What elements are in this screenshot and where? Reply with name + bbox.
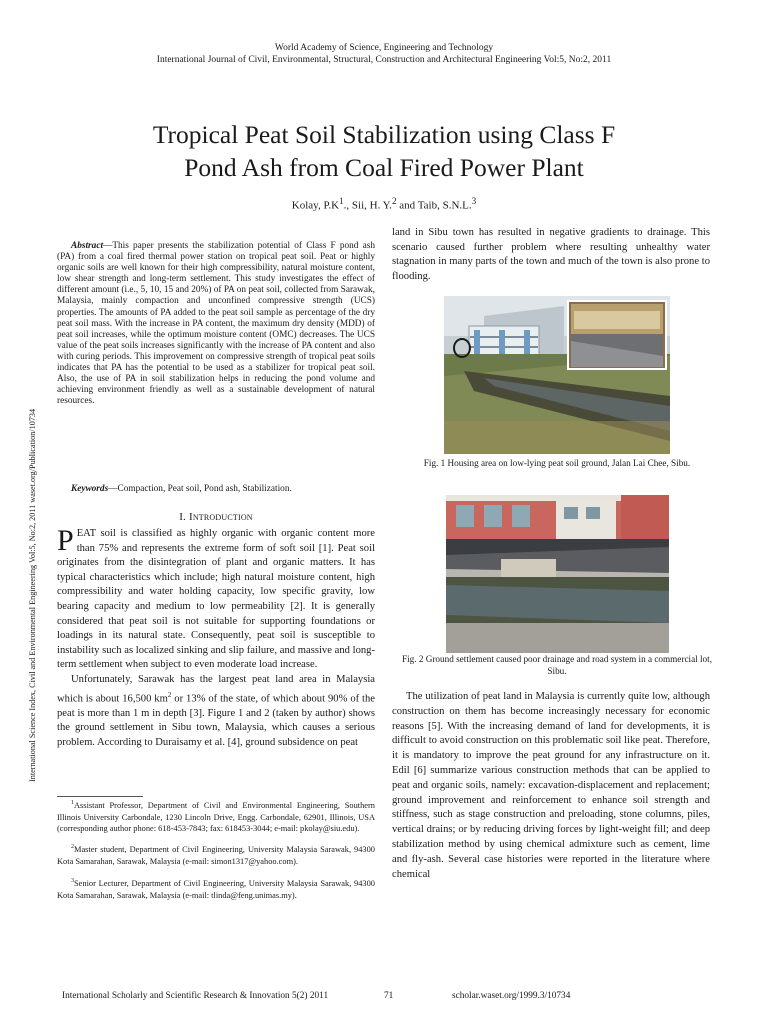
- keywords: [71, 484, 292, 494]
- abstract: [57, 241, 375, 407]
- figure-2-photo: [446, 495, 669, 653]
- footnote-3-sup: 3: [71, 878, 74, 884]
- introduction-body: [57, 524, 376, 750]
- footnote-1-text: Assistant Professor, Department of Civil and Environmental Engineering, Southern Illinois University Carbondale, 1230 Lincoln Drive, Engg. Carbondale, 62901, Illinois, USA (corresponding author phone: 618-453-7843; fax: 618453-3044; e-mail: pkolay@siu.edu).: [57, 800, 375, 834]
- author-1: Kolay, P.K: [291, 199, 340, 212]
- journal-header-line1: World Academy of Science, Engineering and Technology: [274, 43, 494, 53]
- title-line-2: Pond Ash from Coal Fired Power Plant: [184, 153, 584, 182]
- keywords-dash: —: [108, 484, 118, 494]
- intro-paragraph-1-text: EAT soil is classified as highly organic with organic content more than 75% and represents the extreme form of soft soil [1]. Peat soil originates from the disintegration of plant and organic matters. It has typical characteristics which include; high natural moisture content, high compressibility and water holding capacity, low specific gravity, low bearing capacity and medium to low permeability [2]. It is generally considered that peat soil is not suitable for supporting foundations or loadings in its natural state. Consequently, peat soil is susceptible to instability such as localized sinking and slip failure, and massive and long-term settlement when subject to even moderate load increase.: [57, 528, 375, 671]
- author-1-sup: 1: [339, 196, 344, 206]
- footnote-3-text: Senior Lecturer, Department of Civil Engineering, University Malaysia Sarawak, 94300 Kota Samarahan, Sarawak, Malaysia (e-mail: tlinda@feng.unimas.my).: [57, 878, 375, 900]
- footnote-divider: [57, 796, 143, 797]
- abstract-label: Abstract: [71, 241, 104, 251]
- footer-link[interactable]: scholar.waset.org/1999.3/10734: [452, 991, 571, 1001]
- footnote-2: [57, 842, 375, 867]
- author-2: ., Sii, H. Y.: [343, 199, 392, 212]
- footnote-2-sup: 2: [71, 844, 74, 850]
- footnote-1: [57, 798, 375, 835]
- footer-journal: International Scholarly and Scientific Research & Innovation 5(2) 2011: [62, 991, 329, 1001]
- footnote-3: [57, 876, 375, 901]
- intro-paragraph-1: [57, 524, 375, 673]
- sidebar-citation: International Science Index, Civil and Environmental Engineering Vol:5, No:2, 2011 waset.org/Publication/10734: [28, 408, 37, 782]
- intro-paragraph-2: [57, 673, 375, 751]
- footnote-2-text: Master student, Department of Civil Engineering, University Malaysia Sarawak, 94300 Kota Samarahan, Sarawak, Malaysia (e-mail: simon1317@yahoo.com).: [57, 844, 375, 866]
- footer-page-number: 71: [384, 991, 394, 1001]
- intro-paragraph-2a: Unfortunately, Sarawak has the largest peat land area in Malaysia which is about 16,500 km: [57, 673, 375, 705]
- authors: [0, 196, 768, 212]
- intro-paragraph-2b: or 13% of the state, of which about 90% of the peat is more than 1 m in depth [3]. Figure 1 and 2 (taken by author) shows the ground settlement in Sibu town, Malaysia, which causes a serious problem. According to Duraisamy et al. [4], ground subsidence on peat: [57, 693, 376, 748]
- keywords-text: Compaction, Peat soil, Pond ash, Stabilization.: [117, 484, 292, 494]
- journal-header-line2: International Journal of Civil, Environmental, Structural, Construction and Architectural Engineering Vol:5, No:2, 2011: [156, 55, 612, 65]
- figure-2-caption: Fig. 2 Ground settlement caused poor drainage and road system in a commercial lot, Sibu.: [402, 654, 712, 676]
- section-heading-introduction: I. Introduction: [179, 511, 253, 523]
- title-line-1: Tropical Peat Soil Stabilization using Class F: [152, 120, 616, 149]
- footnote-1-sup: 1: [71, 800, 74, 806]
- abstract-text: This paper presents the stabilization potential of Class F pond ash (PA) from a coal fired thermal power station on tropical peat soil. Peat or highly organic soils are well known for their high compressibility, natural moisture content, low shear strength and long-term settlement. This study investigates the effect of different amount (i.e., 5, 10, 15 and 20%) of PA on peat soil, collected from Sarawak, Malaysia, mainly compaction and unconfined compressive strength (UCS) properties. The amounts of PA added to the peat soil sample as percentage of the dry peat soil mass. With the increase in PA content, the maximum dry density (MDD) of peat soil increases, while the optimum moisture content (OMC) decreases. The UCS value of the peat soils increases significantly with the increase of PA content and also with curing periods. This improvement on compressive strength of tropical peat soils indicates that PA has the potential to be used as a stabilizer for tropical peat soil. Also, the use of PA in soil stabilization helps in reducing the pond volume and achieving environment friendly as well as a sustainable development of natural resources.: [57, 241, 375, 407]
- km2-sup: 2: [167, 690, 172, 699]
- author-3: and Taib, S.N.L.: [396, 199, 472, 212]
- abstract-dash: —: [103, 241, 113, 251]
- figure-1-caption: Fig. 1 Housing area on low-lying peat soil ground, Jalan Lai Chee, Sibu.: [423, 458, 691, 468]
- dropcap: P: [57, 524, 74, 557]
- right-column-body: The utilization of peat land in Malaysia is currently quite low, although construction on them has become increasingly necessary for economic reasons [5]. With the increasing demand of land for developments, it is difficult to avoid construction on this problematic soil like peat. Therefore, it is mandatory to improve the peat ground for any infrastructure on it. Edil [6] summarize various construction methods that can be applied to peat and organic soils, namely: excavation-displacement and replacement; ground improvement and reinforcement to enhance soil strength and stiffness, such as stage construction and preloading, stone columns, piles, vertical drains; or by reducing driving forces by light-weight fill; and deep stabilization method by using chemical admixture such as cement, lime and fly-ash. Several case histories were reported in the literature where chemical: [392, 691, 710, 880]
- right-column-intro-text: land in Sibu town has resulted in negative gradients to drainage. This scenario caused further problem where resulting unhealthy water stagnation in many parts of the town and much of the town is also prone to flooding.: [392, 227, 710, 283]
- author-2-sup: 2: [391, 196, 397, 206]
- author-3-sup: 3: [471, 196, 477, 206]
- figure-1-photo: [444, 296, 670, 454]
- paper-title: [60, 118, 708, 184]
- keywords-label: Keywords: [71, 484, 109, 494]
